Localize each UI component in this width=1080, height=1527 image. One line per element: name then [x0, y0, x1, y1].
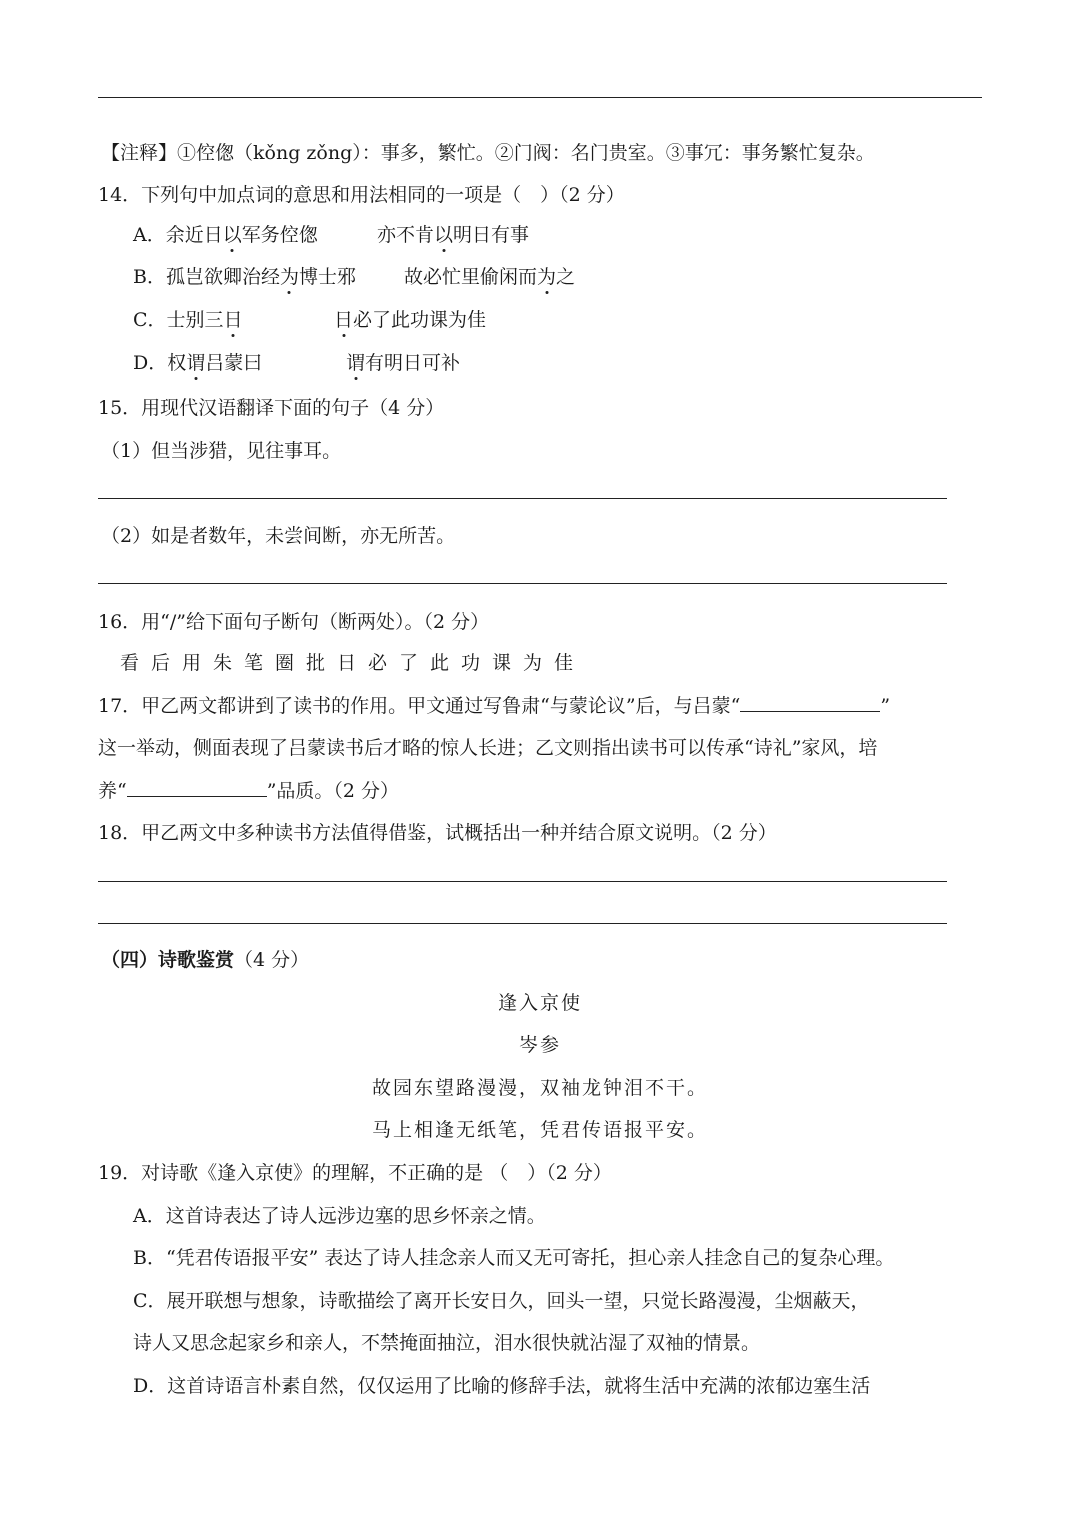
fill-blank[interactable]	[127, 778, 267, 797]
q19-option-c-continued: 诗人又思念起家乡和亲人，不禁掩面抽泣，泪水很快就沾湿了双袖的情景。	[133, 1332, 761, 1354]
poem-line-2: 马上相逢无纸笔，凭君传语报平安。	[371, 1119, 708, 1141]
q14-option-a-second: 亦不肯以明日有事	[377, 224, 530, 246]
dotted-word: 日	[334, 309, 354, 331]
q19-option-c: C．展开联想与想象，诗歌描绘了离开长安日久，回头一望，只觉长路漫漫，尘烟蔽天，	[133, 1290, 870, 1312]
q16-sentence: 看后用朱笔圈批日必了此功课为佳	[120, 652, 586, 674]
q14-option-d: D．权谓吕蒙曰	[133, 352, 263, 374]
section-score: （4 分）	[234, 949, 310, 971]
fill-blank[interactable]	[740, 693, 880, 712]
dotted-word: 为	[537, 266, 557, 288]
dotted-word: 谓	[186, 352, 206, 374]
q19-option-d: D．这首诗语言朴素自然，仅仅运用了比喻的修辞手法，就将生活中充满的浓郁边塞生活	[133, 1375, 871, 1397]
option-label: D．	[133, 352, 168, 374]
question-17-line-3: 养“ ”品质。（2 分）	[98, 780, 400, 802]
q14-option-d-second: 谓有明日可补	[346, 352, 461, 374]
q15-sentence-2: （2）如是者数年，未尝间断，亦无所苦。	[101, 525, 456, 547]
q14-option-a: A．余近日以军务倥偬	[133, 224, 318, 246]
dotted-word: 以	[434, 224, 454, 246]
annotation-note: 【注释】①倥偬（kǒng zǒng）：事多，繁忙。②门阀：名门贵室。③事冗：事务繁忙复杂。	[101, 142, 875, 164]
option-label: C．	[133, 309, 167, 331]
poem-line-1: 故园东望路漫漫，双袖龙钟泪不干。	[371, 1077, 708, 1099]
question-17-line-2: 这一举动，侧面表现了吕蒙读书后才略的惊人长进；乙文则指出读书可以传承“诗礼”家风，培	[98, 737, 878, 759]
question-14-stem: 14．下列句中加点词的意思和用法相同的一项是（ ）（2 分）	[98, 184, 625, 206]
q15-sentence-1: （1）但当涉猎，见往事耳。	[101, 440, 342, 462]
q19-option-a: A．这首诗表达了诗人远涉边塞的思乡怀亲之情。	[133, 1205, 546, 1227]
question-16-stem: 16．用“/”给下面句子断句（断两处）。（2 分）	[98, 611, 490, 633]
dotted-word: 谓	[346, 352, 366, 374]
question-18-stem: 18．甲乙两文中多种读书方法值得借鉴，试概括出一种并结合原文说明。（2 分）	[98, 822, 777, 844]
answer-line[interactable]	[98, 498, 947, 499]
q14-option-c-second: 日必了此功课为佳	[334, 309, 487, 331]
top-divider	[98, 97, 982, 98]
option-label: A．	[133, 224, 166, 246]
question-19-stem: 19．对诗歌《逢入京使》的理解，不正确的是 （ ）（2 分）	[98, 1162, 612, 1184]
question-17-line-1: 17．甲乙两文都讲到了读书的作用。甲文通过写鲁肃“与蒙论议”后，与吕蒙“ ”	[98, 695, 891, 717]
answer-line[interactable]	[98, 923, 947, 924]
poem-author: 岑参	[518, 1034, 561, 1056]
poem-title: 逢入京使	[497, 992, 582, 1014]
answer-line[interactable]	[98, 881, 947, 882]
answer-line[interactable]	[98, 583, 947, 584]
section-4-heading	[101, 945, 309, 972]
option-label: B．	[133, 266, 166, 288]
q19-option-b: B．“凭君传语报平安” 表达了诗人挂念亲人而又无可寄托，担心亲人挂念自己的复杂心理。	[133, 1247, 895, 1269]
section-title: （四）诗歌鉴赏	[101, 949, 235, 971]
dotted-word: 日	[223, 309, 243, 331]
dotted-word: 以	[222, 224, 242, 246]
question-15-stem: 15．用现代汉语翻译下面的句子（4 分）	[98, 397, 445, 419]
q14-option-b: B．孤岂欲卿治经为博士邪	[133, 266, 357, 288]
dotted-word: 为	[279, 266, 299, 288]
q14-option-c: C．士别三日	[133, 309, 243, 331]
q14-option-b-second: 故必忙里偷闲而为之	[404, 266, 576, 288]
